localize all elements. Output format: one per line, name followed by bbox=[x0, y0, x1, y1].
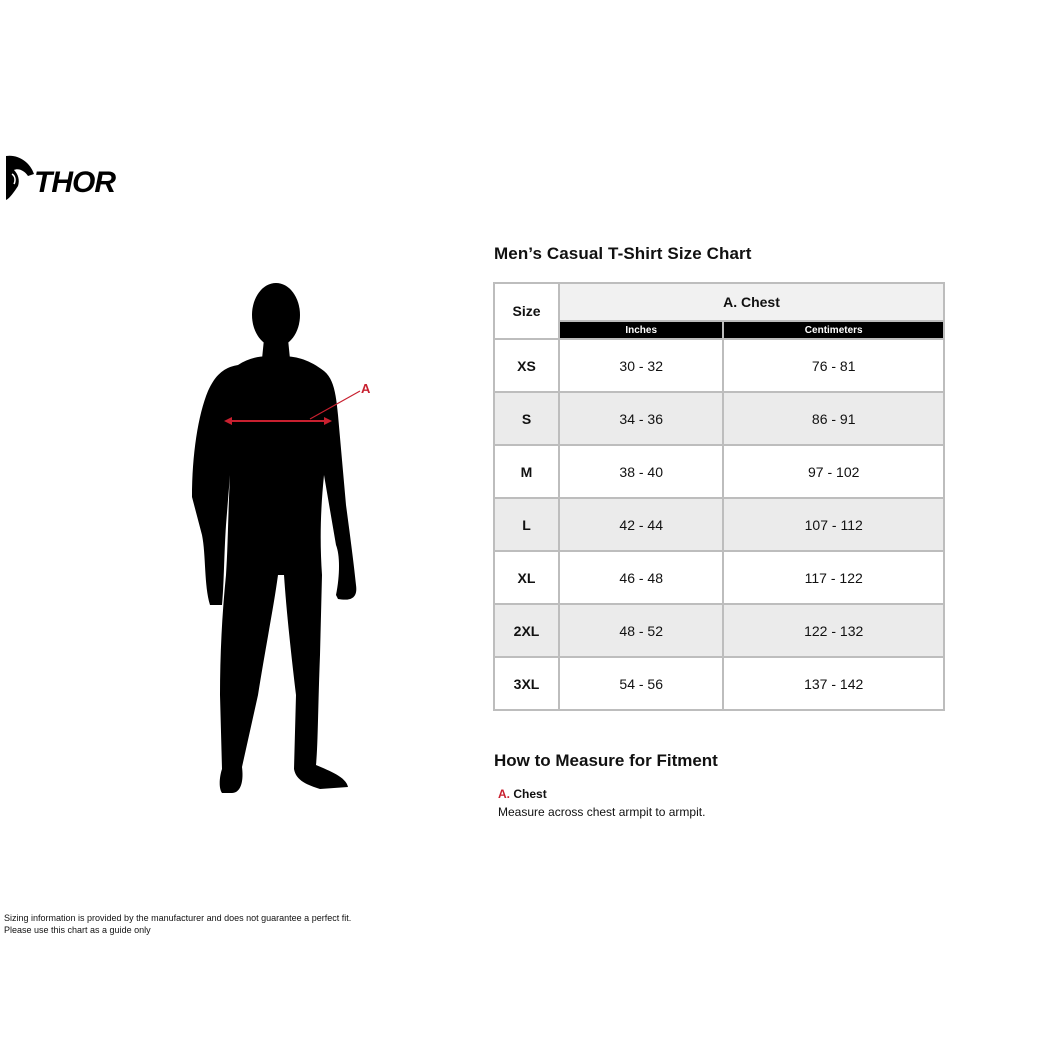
size-cell: M bbox=[494, 445, 559, 498]
size-cell: XL bbox=[494, 551, 559, 604]
table-row bbox=[494, 604, 944, 657]
table-row bbox=[494, 498, 944, 551]
centimeters-cell: 86 - 91 bbox=[723, 392, 944, 445]
measure-description: Measure across chest armpit to armpit. bbox=[498, 805, 706, 819]
inches-cell: 38 - 40 bbox=[559, 445, 723, 498]
disclaimer-line-2: Please use this chart as a guide only bbox=[4, 925, 151, 935]
centimeters-cell: 122 - 132 bbox=[723, 604, 944, 657]
table-row bbox=[494, 657, 944, 710]
inches-cell: 34 - 36 bbox=[559, 392, 723, 445]
disclaimer bbox=[4, 912, 351, 936]
logo-wordmark: THOR bbox=[34, 166, 115, 199]
measure-letter: A. bbox=[498, 787, 510, 801]
size-cell: L bbox=[494, 498, 559, 551]
inches-cell: 54 - 56 bbox=[559, 657, 723, 710]
inches-cell: 46 - 48 bbox=[559, 551, 723, 604]
inches-cell: 42 - 44 bbox=[559, 498, 723, 551]
howto-title: How to Measure for Fitment bbox=[494, 751, 718, 770]
size-chart-table bbox=[493, 282, 945, 711]
chest-group-header: A. Chest bbox=[559, 283, 944, 321]
table-row bbox=[494, 445, 944, 498]
size-cell: 2XL bbox=[494, 604, 559, 657]
inches-cell: 48 - 52 bbox=[559, 604, 723, 657]
inches-header: Inches bbox=[559, 321, 723, 339]
measure-name: Chest bbox=[513, 787, 547, 801]
centimeters-cell: 107 - 112 bbox=[723, 498, 944, 551]
size-cell: S bbox=[494, 392, 559, 445]
size-column-header: Size bbox=[494, 283, 559, 339]
disclaimer-line-1: Sizing information is provided by the manufacturer and does not guarantee a perfect fit. bbox=[4, 913, 352, 923]
size-cell: 3XL bbox=[494, 657, 559, 710]
size-cell: XS bbox=[494, 339, 559, 392]
body-silhouette bbox=[180, 275, 380, 805]
centimeters-cell: 97 - 102 bbox=[723, 445, 944, 498]
table-row bbox=[494, 339, 944, 392]
centimeters-cell: 117 - 122 bbox=[723, 551, 944, 604]
inches-cell: 30 - 32 bbox=[559, 339, 723, 392]
table-row bbox=[494, 392, 944, 445]
table-row bbox=[494, 551, 944, 604]
centimeters-cell: 76 - 81 bbox=[723, 339, 944, 392]
thor-logo bbox=[4, 152, 144, 202]
chart-title: Men’s Casual T-Shirt Size Chart bbox=[494, 244, 752, 263]
thor-helmet-icon bbox=[6, 156, 34, 200]
chest-marker-label: A bbox=[361, 381, 371, 396]
measure-label bbox=[498, 787, 547, 801]
centimeters-header: Centimeters bbox=[723, 321, 944, 339]
centimeters-cell: 137 - 142 bbox=[723, 657, 944, 710]
